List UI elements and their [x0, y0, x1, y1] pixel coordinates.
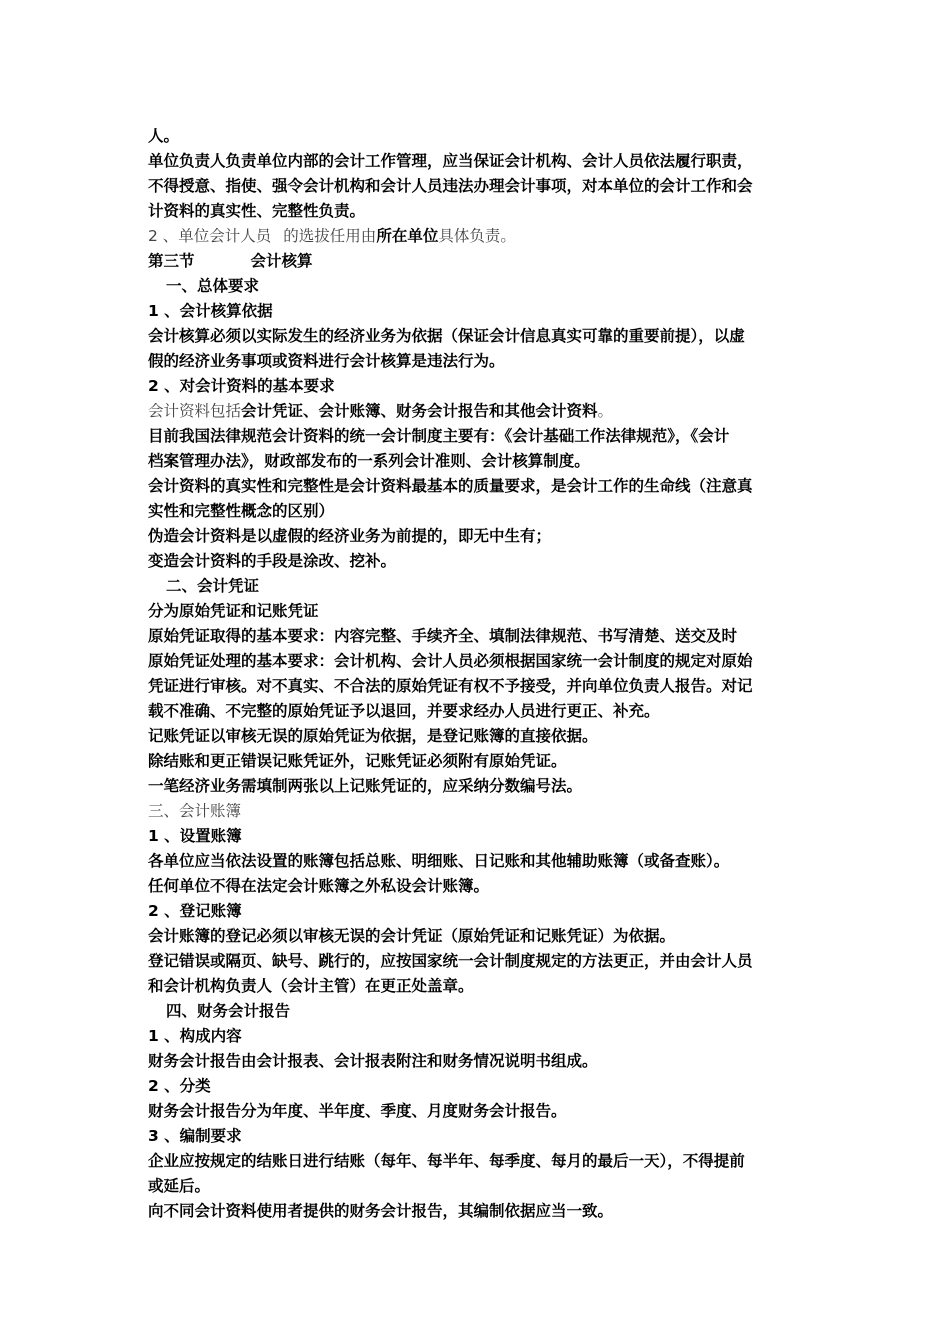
- text-segment: 。: [597, 402, 614, 420]
- text-line: 人。: [148, 127, 180, 145]
- text-line: 载不准确、不完整的原始凭证予以退回，并要求经办人员进行更正、补充。: [148, 702, 660, 720]
- text-line: 计资料的真实性、完整性负责。: [148, 202, 366, 220]
- text-line-mixed: [148, 399, 810, 424]
- text-line: 假的经济业务事项或资料进行会计核算是违法行为。: [148, 352, 505, 370]
- text-line: 会计账簿的登记必须以审核无误的会计凭证（原始凭证和记账凭证）为依据。: [148, 927, 676, 945]
- item-heading: 1 、会计核算依据: [148, 302, 273, 320]
- text-line: 或延后。: [148, 1177, 211, 1195]
- text-line: 财务会计报告由会计报表、会计报表附注和财务情况说明书组成。: [148, 1052, 598, 1070]
- subsection-heading: 三、会计账簿: [148, 802, 242, 820]
- section-number: 第三节: [148, 252, 195, 270]
- subsection-heading: 二、会计凭证: [166, 577, 260, 595]
- text-line: 一笔经济业务需填制两张以上记账凭证的，应采纳分数编号法。: [148, 777, 583, 795]
- text-line: 向不同会计资料使用者提供的财务会计报告，其编制依据应当一致。: [148, 1202, 614, 1220]
- item-heading: 1 、构成内容: [148, 1027, 242, 1045]
- text-segment: 会计资料包括: [148, 402, 242, 420]
- document-body: [148, 124, 810, 1224]
- text-line: 单位负责人负责单位内部的会计工作管理，应当保证会计机构、会计人员依法履行职责，: [148, 152, 753, 170]
- text-line: 记账凭证以审核无误的原始凭证为依据，是登记账簿的直接依据。: [148, 727, 598, 745]
- text-line: 分为原始凭证和记账凭证: [148, 602, 319, 620]
- text-line: 原始凭证处理的基本要求：会计机构、会计人员必须根据国家统一会计制度的规定对原始: [148, 652, 753, 670]
- section-title: 会计核算: [250, 252, 313, 270]
- text-line: 目前我国法律规范会计资料的统一会计制度主要有：《会计基础工作法律规范》，《会计: [148, 427, 730, 445]
- text-line-mixed: [148, 224, 810, 249]
- text-line: 各单位应当依法设置的账簿包括总账、明细账、日记账和其他辅助账簿（或备查账）。: [148, 852, 730, 870]
- item-heading: 2 、登记账簿: [148, 902, 242, 920]
- text-line: 伪造会计资料是以虚假的经济业务为前提的，即无中生有；: [148, 527, 552, 545]
- text-segment: 的选拔任用由: [283, 227, 377, 245]
- item-heading: 2 、分类: [148, 1077, 211, 1095]
- subsection-heading: 一、总体要求: [166, 277, 260, 295]
- text-segment-bold: 所在单位: [376, 227, 439, 245]
- text-line: 变造会计资料的手段是涂改、挖补。: [148, 552, 397, 570]
- text-line: 不得授意、指使、强令会计机构和会计人员违法办理会计事项，对本单位的会计工作和会: [148, 177, 753, 195]
- item-heading: 1 、设置账簿: [148, 827, 242, 845]
- text-line: 会计核算必须以实际发生的经济业务为依据（保证会计信息真实可靠的重要前提），以虚: [148, 327, 745, 345]
- text-segment: 2 、单位会计人员: [148, 227, 272, 245]
- item-heading: 3 、编制要求: [148, 1127, 242, 1145]
- text-line: 除结账和更正错误记账凭证外，记账凭证必须附有原始凭证。: [148, 752, 567, 770]
- text-line: 任何单位不得在法定会计账簿之外私设会计账簿。: [148, 877, 490, 895]
- text-line: 登记错误或隔页、缺号、跳行的，应按国家统一会计制度规定的方法更正，并由会计人员: [148, 952, 753, 970]
- text-line: 和会计机构负责人（会计主管）在更正处盖章。: [148, 977, 474, 995]
- text-line: 财务会计报告分为年度、半年度、季度、月度财务会计报告。: [148, 1102, 567, 1120]
- text-line: 原始凭证取得的基本要求：内容完整、手续齐全、填制法律规范、书写清楚、送交及时: [148, 627, 738, 645]
- item-heading: 2 、对会计资料的基本要求: [148, 377, 335, 395]
- text-segment: 具体负责。: [438, 227, 516, 245]
- section-heading: [148, 249, 810, 274]
- text-line: 会计资料的真实性和完整性是会计资料最基本的质量要求，是会计工作的生命线（注意真: [148, 477, 753, 495]
- text-segment-bold: 会计凭证、会计账簿、财务会计报告和其他会计资料: [241, 402, 598, 420]
- text-line: 企业应按规定的结账日进行结账（每年、每半年、每季度、每月的最后一天），不得提前: [148, 1152, 745, 1170]
- subsection-heading: 四、财务会计报告: [166, 1002, 291, 1020]
- text-line: 档案管理办法》，财政部发布的一系列会计准则、会计核算制度。: [148, 452, 590, 470]
- text-line: 实性和完整性概念的区别）: [148, 502, 335, 520]
- text-line: 凭证进行审核。对不真实、不合法的原始凭证有权不予接受，并向单位负责人报告。对记: [148, 677, 753, 695]
